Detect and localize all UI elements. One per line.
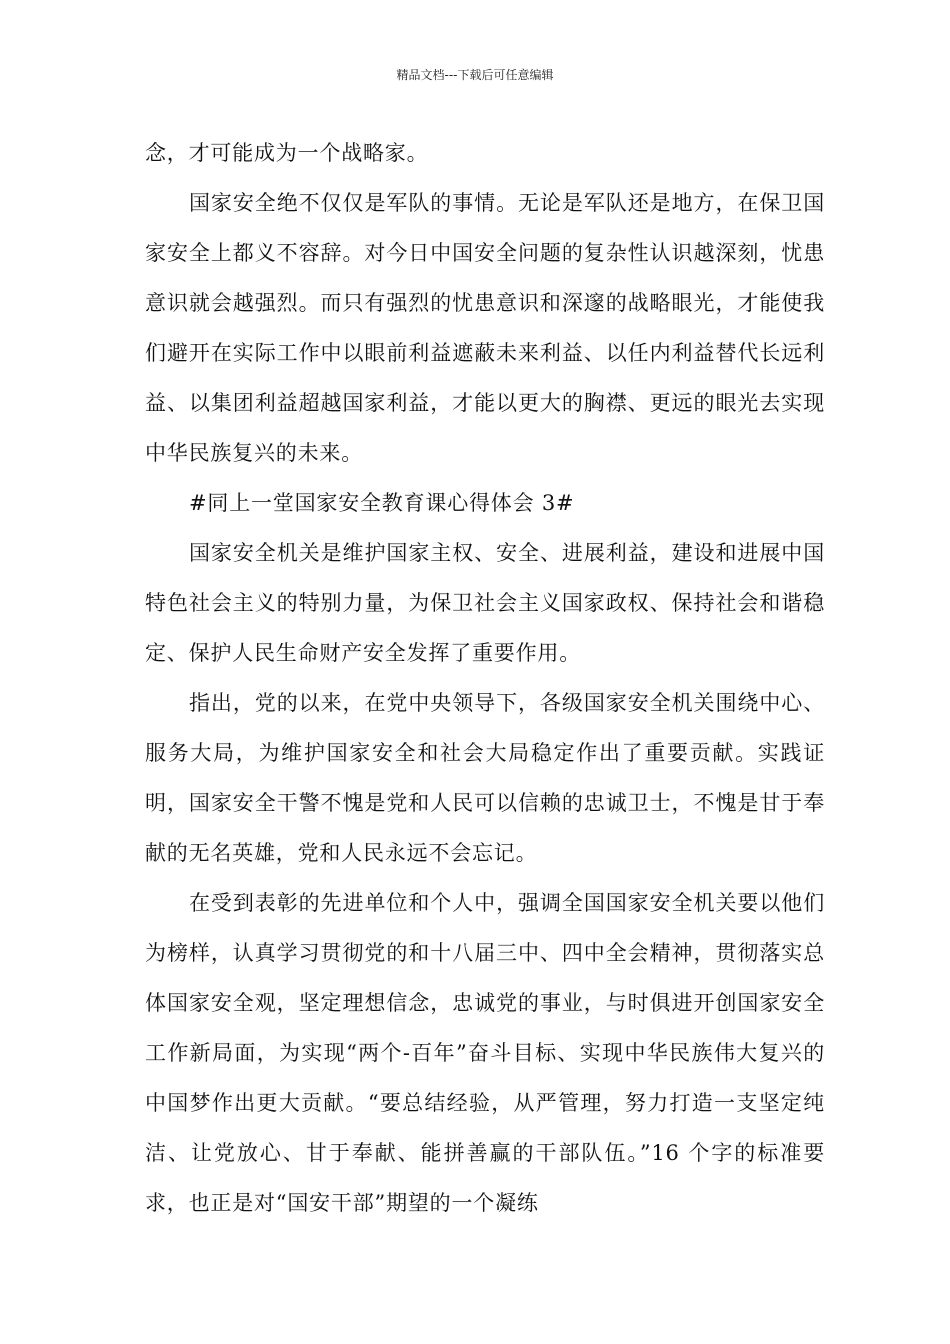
section-heading: #同上一堂国家安全教育课心得体会 3# bbox=[189, 491, 575, 515]
paragraph-3: 国家安全机关是维护国家主权、安全、进展利益，建设和进展中国特色社会主义的特别力量，为保卫社会主义国家政权、保持社会和谐稳定、保护人民生命财产安全发挥了重要作用。 bbox=[145, 541, 825, 665]
paragraph-2: 国家安全绝不仅仅是军队的事情。无论是军队还是地方，在保卫国家安全上都义不容辞。对今日中国安全问题的复杂性认识越深刻，忧患意识就会越强烈。而只有强烈的忧患意识和深邃的战略眼光，才能使我们避开在实际工作中以眼前利益遮蔽未来利益、以任内利益替代长远利益、以集团利益超越国家利益，才能以更大的胸襟、更远的眼光去实现中华民族复兴的未来。 bbox=[145, 191, 825, 465]
paragraph-4: 指出，党的以来，在党中央领导下，各级国家安全机关围绕中心、服务大局，为维护国家安全和社会大局稳定作出了重要贡献。实践证明，国家安全干警不愧是党和人民可以信赖的忠诚卫士，不愧是甘于奉献的无名英雄，党和人民永远不会忘记。 bbox=[145, 691, 825, 865]
document-body bbox=[145, 128, 825, 1228]
page-header: 精品文档---下载后可任意编辑 bbox=[396, 68, 554, 82]
paragraph-1: 念，才可能成为一个战略家。 bbox=[145, 141, 429, 165]
paragraph-5: 在受到表彰的先进单位和个人中，强调全国国家安全机关要以他们为榜样，认真学习贯彻党的和十八届三中、四中全会精神，贯彻落实总体国家安全观，坚定理想信念，忠诚党的事业，与时俱进开创国家安全工作新局面，为实现“两个-百年”奋斗目标、实现中华民族伟大复兴的中国梦作出更大贡献。“要总结经验，从严管理，努力打造一支坚定纯洁、让党放心、甘于奉献、能拼善赢的干部队伍。”16 个字的标准要求，也正是对“国安干部”期望的一个凝练 bbox=[145, 891, 825, 1215]
